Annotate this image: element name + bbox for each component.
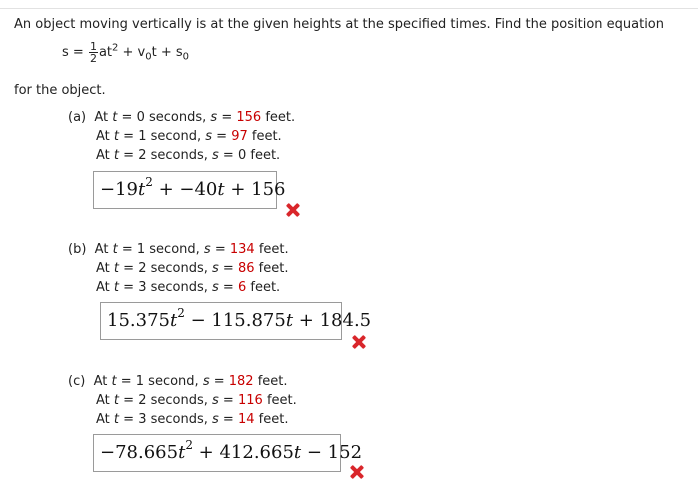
part-c-line-3: At t = 3 seconds, s = 14 feet. [96, 412, 289, 427]
given-height: 97 [231, 129, 248, 144]
x-mark-icon [352, 335, 366, 349]
part-a-line-1: (a) At t = 0 seconds, s = 156 feet. [68, 110, 296, 125]
given-height: 6 [237, 280, 247, 295]
given-height: 182 [228, 374, 254, 389]
problem-intro: An object moving vertically is at the given heights at the specified times. Find the position equation [14, 17, 664, 32]
x-mark-icon [350, 465, 364, 479]
answer-box-b[interactable]: $15.375t^2 - 115.875t + 184.5$ [100, 302, 342, 340]
part-c-line-1: (c) At t = 1 second, s = 182 feet. [68, 374, 288, 389]
given-height: 14 [237, 412, 255, 427]
answer-box-c[interactable]: $-78.665t^2 + 412.665t - 152$ [93, 434, 341, 472]
part-b-line-1: (b) At t = 1 second, s = 134 feet. [68, 242, 289, 257]
x-mark-icon [286, 203, 300, 217]
part-label: (a) [68, 110, 87, 125]
for-object-text: for the object. [14, 83, 106, 98]
part-b-line-3: At t = 3 seconds, s = 6 feet. [96, 280, 281, 295]
given-height: 116 [237, 393, 263, 408]
given-height: 0 [237, 148, 247, 163]
top-divider [0, 8, 698, 9]
given-height: 134 [229, 242, 255, 257]
given-height: 86 [237, 261, 255, 276]
part-a-line-2: At t = 1 second, s = 97 feet. [96, 129, 282, 144]
part-b-line-2: At t = 2 seconds, s = 86 feet. [96, 261, 289, 276]
part-c-line-2: At t = 2 seconds, s = 116 feet. [96, 393, 297, 408]
part-a-line-3: At t = 2 seconds, s = 0 feet. [96, 148, 281, 163]
part-label: (b) [68, 242, 87, 257]
position-formula: s = $\frac{1}{2}$ $at^2 + v_0t + s_0$ [62, 40, 190, 65]
given-height: 156 [236, 110, 262, 125]
part-label: (c) [68, 374, 86, 389]
answer-box-a[interactable]: $-19t^2 + -40t + 156$ [93, 171, 277, 209]
